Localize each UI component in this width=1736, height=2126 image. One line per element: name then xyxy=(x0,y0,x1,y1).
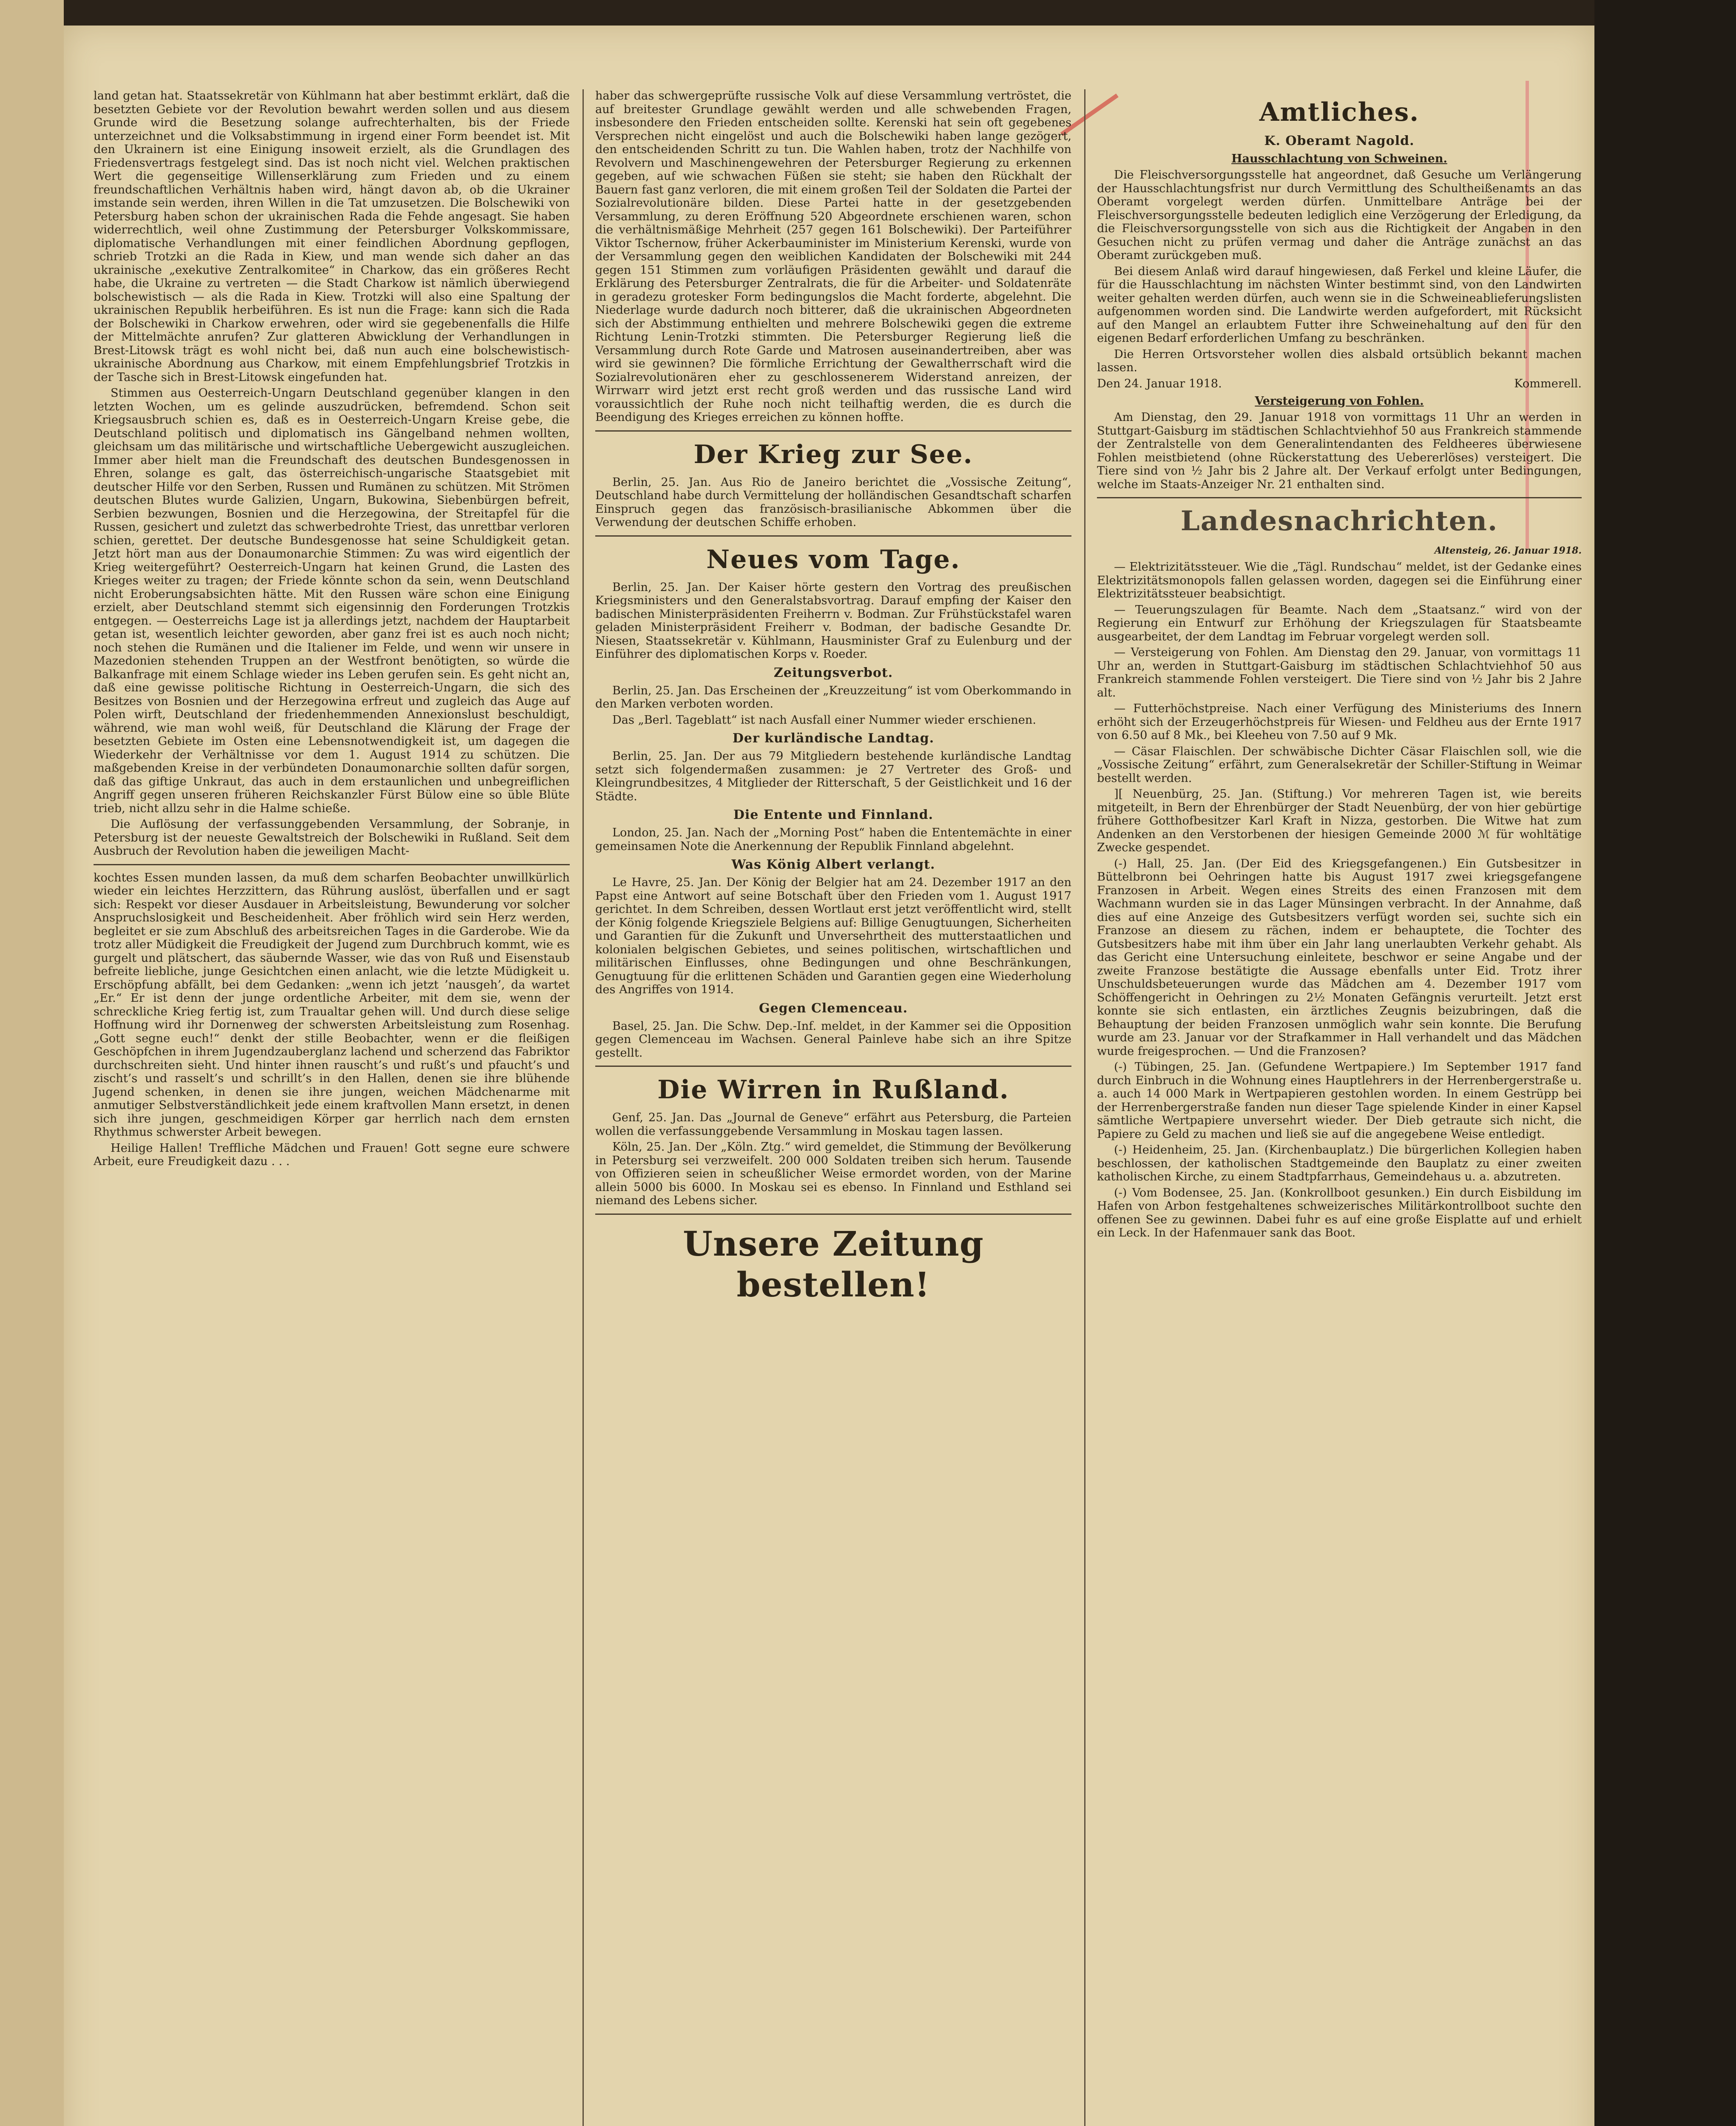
article-paragraph: Die Auflösung der verfassunggebenden Versammlung, der Sobranje, in Petersburg ist der neueste Gewaltstreich der Bolschewiki in Rußland. Seit dem Ausbruch der Revolution haben die jeweiligen Macht- xyxy=(94,818,570,858)
notice-heading-fohlen: Versteigerung von Fohlen. xyxy=(1255,395,1424,408)
news-item: Das „Berl. Tageblatt“ ist nach Ausfall einer Nummer wieder erschienen. xyxy=(612,713,1036,727)
notice-paragraph: Die Fleischversorgungsstelle hat angeordnet, daß Gesuche um Verlängerung der Hausschlachtungsfrist nur durch Vermittlung des Schultheißenamts an das Oberamt vorgelegt werden dürfen. Unmittelbare Anträge bei der Fleischversorgungsstelle bedeuten lediglich eine Verzögerung der Erledigung, da die Fleischversorgungsstelle von sich aus die Richtigkeit der Angaben in den Gesuchen nicht zu prüfen vermag und daher die Anträge zunächst an das Oberamt zurückgeben muß. xyxy=(1097,168,1582,262)
section-divider xyxy=(595,1066,1071,1067)
news-item: London, 25. Jan. Nach der „Morning Post“ haben die Ententemächte in einer gemeinsamen Note die Anerkennung der Republik Finnland abgelehnt. xyxy=(595,826,1071,853)
news-item: (-) Vom Bodensee, 25. Jan. (Konkrollboot gesunken.) Ein durch Eisbildung im Hafen von Arbon festgehaltenes schweizerisches Militärkontrollboot suchte den offenen See zu gewinnen. Dabei fuhr es auf eine große Eisplatte auf und erhielt ein Leck. In der Hafenmauer sank das Boot. xyxy=(1097,1186,1582,1239)
subheading-clemenceau: Gegen Clemenceau. xyxy=(759,1000,908,1016)
notice-paragraph: Die Herren Ortsvorsteher wollen dies alsbald ortsüblich bekannt machen lassen. xyxy=(1097,347,1582,374)
news-item: (-) Tübingen, 25. Jan. (Gefundene Wertpapiere.) Im September 1917 fand durch Einbruch in die Wohnung eines Hauptlehrers in der Herrenbergerstraße u. a. auch 14 000 Mark in Wertpapieren gestohlen worden. In einem Gestrüpp bei der Herrenbergerstraße fanden nun dieser Tage spielende Kinder in einer Kapsel sämtliche Wertpapiere unversehrt wieder. Der Dieb getraute sich nicht, die Papiere zu Geld zu machen und ließ sie auf die angegebene Weise entledigt. xyxy=(1097,1060,1582,1141)
signature-date: Den 24. Januar 1918. xyxy=(1097,377,1222,390)
news-item: Berlin, 25. Jan. Das Erscheinen der „Kreuzzeitung“ ist vom Oberkommando in den Marken verboten worden. xyxy=(595,684,1071,711)
column-left xyxy=(94,89,570,1171)
article-paragraph: land getan hat. Staatssekretär von Kühlmann hat aber bestimmt erklärt, daß die besetzten Gebiete vor der Revolution bewahrt werden sollen und aus diesem Grunde wird die Besetzung solange aufrechterhalten, bis der Friede unterzeichnet und die Volksabstimmung in irgend einer Form beendet ist. Mit den Ukrainern ist eine Einigung insoweit erzielt, als die Grundlagen des Friedensvertrags festgelegt sind. Das ist noch nicht viel. Welchen praktischen Wert die gegenseitige Willenserklärung zum Frieden und zu einem freundschaftlichen Verhältnis haben wird, hängt davon ab, ob die Ukrainer imstande sein werden, ihren Willen in die Tat umzusetzen. Die Bolschewiki von Petersburg haben schon der ukrainischen Rada die Fehde angesagt. Sie haben widerrechtlich, weil ohne Zustimmung der Petersburger Volkskommissare, diplomatische Verhandlungen mit einer feindlichen Abordnung gepflogen, schrieb Trotzki an die Rada in Kiew, und man wende sich daher an das ukrainische „exekutive Zentralkomitee“ in Charkow, das ein größeres Recht habe, die Ukraine zu vertreten — die Stadt Charkow ist nämlich überwiegend bolschewistisch — als die Rada in Kiew. Trotzki will also eine Spaltung der ukrainischen Republik herbeiführen. Es ist nun die Frage: kann sich die Rada der Bolschewiki in Charkow erwehren, oder wird sie gegebenenfalls die Hilfe der Mittelmächte anrufen? Zur glatteren Abwicklung der Verhandlungen in Brest-Litowsk trägt es wohl nicht bei, daß nun auch eine bolschewistisch-ukrainische Abordnung aus Charkow, mit einem Empfehlungsbrief Trotzkis in der Tasche sich in Brest-Litowsk eingefunden hat. xyxy=(94,89,570,384)
newspaper-page xyxy=(64,26,1594,2126)
article-paragraph: haber das schwergeprüfte russische Volk auf diese Versammlung vertröstet, die auf breitester Grundlage gewählt werden und alle schwebenden Fragen, insbesondere den Frieden entscheiden sollte. Kerenski hat sein oft gegebenes Versprechen nicht eingelöst und auch die Bolschewiki haben lange gezögert, den entscheidenden Schritt zu tun. Die Wahlen haben, trotz der Nachhilfe von Revolvern und Maschinengewehren der Petersburger Regierung zu erkennen gegeben, auf wie schwachen Füßen sie steht; sie haben den Rückhalt der Bauern fast ganz verloren, die mit einem großen Teil der Soldaten die Partei der Sozialrevolutionäre bilden. Diese Partei hatte in der gesetzgebenden Versammlung, zu deren Eröffnung 520 Abgeordnete erschienen waren, schon die verhältnismäßige Mehrheit (257 gegen 161 Bolschewiki). Der Parteiführer Viktor Tschernow, früher Ackerbauminister im Ministerium Kerenski, wurde von der Versammlung gegen den weiblichen Kandidaten der Bolschewiki mit 244 gegen 151 Stimmen zum vorläufigen Präsidenten gewählt und darauf die Erklärung des Petersburger Zentralrats, die für die Arbeiter- und Soldatenräte in geradezu grotesker Form bedingungslos die Macht forderte, abgelehnt. Die Niederlage wurde dadurch noch bitterer, daß die ukrainischen Abgeordneten sich der Abstimmung enthielten und mehrere Bolschewiki gegen die extreme Richtung Lenin-Trotzki stimmten. Die Petersburger Regierung ließ die Versammlung durch Rote Garde und Matrosen auseinandertreiben, aber was wird sie gewinnen? Die förmliche Errichtung der Gewaltherrschaft wird die Sozialrevolutionären eher zu geschlossenerem Widerstand anreizen, der Wirrwarr wird jetzt erst recht groß werden und das russische Land wird voraussichtlich der Ruhe noch nicht teilhaftig werden, die es durch die Beendigung des Krieges erreichen zu können hoffte. xyxy=(595,89,1071,424)
notice-signature xyxy=(1097,377,1582,391)
news-item: Berlin, 25. Jan. Der Kaiser hörte gestern den Vortrag des preußischen Kriegsministers und den Generalstabsvortrag. Darauf empfing der Kaiser den badischen Ministerpräsidenten Freiherrn v. Bodman. Zur Frühstückstafel waren geladen Ministerpräsident Freiherr v. Bodman, der badische Gesandte Dr. Niesen, Staatssekretär v. Kühlmann, Hausminister Graf zu Eulenburg und der Einführer des diplomatischen Korps v. Roeder. xyxy=(595,580,1071,661)
notice-heading-hausschlachtung: Hausschlachtung von Schweinen. xyxy=(1231,152,1447,165)
section-heading-wirren: Die Wirren in Rußland. xyxy=(657,1075,1009,1105)
dateline: Altensteig, 26. Januar 1918. xyxy=(1434,545,1582,556)
news-item: Le Havre, 25. Jan. Der König der Belgier hat am 24. Dezember 1917 an den Papst eine Antwort auf seine Botschaft über den Frieden vom 1. August 1917 gerichtet. In dem Schreiben, dessen Wortlaut erst jetzt veröffentlicht wird, stellt der König folgende Kriegsziele Belgiens auf: Billige Genugtuungen, Sicherheiten und Garantien für die Zukunft und Unversehrtheit des mutterstaatlichen und kolonialen belgischen Gebietes, und seines politischen, wirtschaftlichen und militärischen Einflusses, ohne Bedingungen und ohne Beschränkungen, Genugtuung für die erlittenen Schäden und Garantien gegen eine Wiederholung des Angriffes von 1914. xyxy=(595,876,1071,996)
column-right xyxy=(1097,89,1582,1242)
news-item: — Elektrizitätssteuer. Wie die „Tägl. Rundschau“ meldet, ist der Gedanke eines Elektrizitätsmonopols fallen gelassen worden, dagegen sei die Einführung einer Elektrizitätssteuer beabsichtigt. xyxy=(1097,560,1582,600)
news-item: — Futterhöchstpreise. Nach einer Verfügung des Ministeriums des Innern erhöht sich der Erzeugerhöchstpreis für Wiesen- und Feldheu aus der Ernte 1917 von 6.50 auf 8 Mk., bei Kleeheu von 7.50 auf 9 Mk. xyxy=(1097,702,1582,742)
notice-paragraph: Am Dienstag, den 29. Januar 1918 von vormittags 11 Uhr an werden in Stuttgart-Gaisburg im städtischen Schlachtviehhof 50 aus Frankreich stammende der Zentralstelle von dem Generalintendanten des Feldheeres überwiesene Fohlen meistbietend (ohne Rückerstattung des Uebererlöses) versteigert. Die Tiere sind von ½ Jahr bis 2 Jahre alt. Der Verkauf erfolgt unter Bedingungen, welche im Staats-Anzeiger Nr. 21 enthalten sind. xyxy=(1097,411,1582,491)
subheading-albert: Was König Albert verlangt. xyxy=(731,857,935,872)
news-item: Berlin, 25. Jan. Aus Rio de Janeiro berichtet die „Vossische Zeitung“, Deutschland habe durch Vermittelung der holländischen Gesandtschaft scharfen Einspruch gegen das französisch-brasilianische Abkommen über die Verwendung der deutschen Schiffe erhoben. xyxy=(595,475,1071,529)
feuilleton-paragraph: kochtes Essen munden lassen, da muß dem scharfen Beobachter unwillkürlich wieder ein leichtes Herzzittern, das Rührung auslöst, überfallen und er sagt sich: Respekt vor dieser Ausdauer in Arbeitsleistung, Bewunderung vor solcher Anspruchslosigkeit und Bescheidenheit. Aber fröhlich wird sein Herz werden, begleitet er sie zum Abschluß des arbeitsreichen Tages in die Garderobe. Wie da trotz aller Müdigkeit die Freudigkeit der Jugend zum Durchbruch kommt, wie es gurgelt und plätschert, das säubernde Wasser, wie das von Ruß und Eisenstaub befreite liebliche, junge Gesichtchen einen anlacht, wie die letzte Müdigkeit u. Erschöpfung abfällt, bei dem Gedanken: „wenn ich jetzt ’nausgeh’, da wartet „Er.“ Er ist denn der junge ordentliche Arbeiter, mit dem sie, wenn der schreckliche Krieg fertig ist, zum Traualtar gehen will. Und durch diese selige Hoffnung wird ihr Dornenweg der schwersten Arbeitsleistung zum Rosenhag. „Gott segne euch!“ denkt der stille Beobachter, wenn er die fleißigen Geschöpfchen in ihrem Jugendzauberglanz lachend und scherzend das Fabriktor durchschreiten sieht. Und hinter ihnen rauscht’s und rußt’s und pfaucht’s und zischt’s und rasselt’s und schrillt’s in den Hallen, denen sie ihre blühende Jugend schenken, in denen sie ihre jungen, weichen Mädchenarme mit anmutiger Selbstverständlichkeit jede einem kraftvollen Mann ersetzt, in denen sich ihre jungen, geschmeidigen Körper gar herrlich nach dem ernsten Rhythmus schwerster Arbeit bewegen. xyxy=(94,871,570,1139)
notice-paragraph: Bei diesem Anlaß wird darauf hingewiesen, daß Ferkel und kleine Läufer, die für die Hausschlachtung im nächsten Winter bestimmt sind, von den Landwirten weiter gehalten werden dürfen, auch wenn sie in die Schweineablieferungslisten aufgenommen worden sind. Die Landwirte werden aufgefordert, mit Rücksicht auf den Mangel an erlaubtem Futter ihre Schweinehaltung auf den für den eigenen Bedarf erforderlichen Umfang zu beschränken. xyxy=(1097,264,1582,345)
news-item: — Teuerungszulagen für Beamte. Nach dem „Staatsanz.“ wird von der Regierung ein Entwurf zur Erhöhung der Kriegszulagen für Staatsbeamte ausgearbeitet, der dem Landtag im Februar vorgelegt werden soll. xyxy=(1097,603,1582,643)
section-heading-krieg-see: Der Krieg zur See. xyxy=(693,439,973,469)
news-item: — Versteigerung von Fohlen. Am Dienstag den 29. Januar, von vormittags 11 Uhr an, werden in Stuttgart-Gaisburg im städtischen Schlachtviehhof 50 aus Frankreich stammende Fohlen versteigert. Die Tiere sind von ½ Jahr bis 2 Jahre alt. xyxy=(1097,646,1582,699)
feuilleton-paragraph: Heilige Hallen! Treffliche Mädchen und Frauen! Gott segne eure schwere Arbeit, eure Freudigkeit dazu . . . xyxy=(94,1141,570,1168)
subheading-zeitungsverbot: Zeitungsverbot. xyxy=(773,665,893,680)
section-divider xyxy=(595,430,1071,432)
section-divider xyxy=(595,535,1071,537)
subscription-promo: Unsere Zeitung bestellen! xyxy=(683,1223,984,1305)
subheading-landtag: Der kurländische Landtag. xyxy=(732,731,935,746)
section-heading-amtliches: Amtliches. xyxy=(1259,97,1420,127)
scan-background xyxy=(1594,0,1736,2126)
news-item: Genf, 25. Jan. Das „Journal de Geneve“ erfährt aus Petersburg, die Parteien wollen die verfassunggebende Versammlung in Moskau tagen lassen. xyxy=(595,1111,1071,1138)
news-item: Köln, 25. Jan. Der „Köln. Ztg.“ wird gemeldet, die Stimmung der Bevölkerung in Petersburg sei verzweifelt. 200 000 Soldaten treiben sich herum. Tausende von Offizieren seien in scheußlicher Weise ermordet worden, von der Marine allein 5000 bis 6000. In Moskau sei es ebenso. In Finnland und Esthland sei niemand des Lebens sicher. xyxy=(595,1140,1071,1207)
section-divider xyxy=(1097,497,1582,498)
section-heading-neues: Neues vom Tage. xyxy=(706,544,960,574)
section-divider xyxy=(94,864,570,865)
news-item: Berlin, 25. Jan. Der aus 79 Mitgliedern bestehende kurländische Landtag setzt sich folgendermaßen zusammen: je 27 Vertreter des Groß- und Kleingrundbesitzes, 4 Mitglieder der Ritterschaft, 5 der Geistlichkeit und 16 der Städte. xyxy=(595,750,1071,803)
adjacent-page-edge xyxy=(0,0,64,2126)
news-item: Basel, 25. Jan. Die Schw. Dep.-Inf. meldet, in der Kammer sei die Opposition gegen Clemenceau im Wachsen. General Painleve habe sich an ihre Spitze gestellt. xyxy=(595,1019,1071,1060)
article-paragraph: Stimmen aus Oesterreich-Ungarn Deutschland gegenüber klangen in den letzten Wochen, um es gelinde auszudrücken, befremdend. Schon seit Kriegsausbruch schien es, daß es in Oesterreich-Ungarn Kreise gebe, die Deutschland politisch und diplomatisch ins Gängelband nehmen wollten, gleichsam um das militärische und wirtschaftliche Uebergewicht auszugleichen. Immer aber hielt man die Freundschaft des deutschen Bundesgenossen in Ehren, solange es galt, das österreichisch-ungarische Staatsgebiet mit deutscher Hilfe vor den Serben, Russen und Rumänen zu schützen. Mit Strömen deutschen Blutes wurde Galizien, Ungarn, Bukowina, Siebenbürgen befreit, Serbien bezwungen, Bosnien und die Herzegowina, der Streitapfel für die Russen, gesichert und zuletzt das schwerbedrohte Triest, das unrettbar verloren schien, gerettet. Der deutsche Bundesgenosse hat seine Schuldigkeit getan. Jetzt hört man aus der Donaumonarchie Stimmen: Zu was wird eigentlich der Krieg weitergeführt? Oesterreich-Ungarn hat keinen Grund, die Lasten des Krieges weiter zu tragen; der Friede könnte schon da sein, wenn Deutschland nicht Eroberungsabsichten hätte. Mit den Russen wäre schon eine Einigung erzielt, aber Deutschland stemmt sich eigensinnig den Forderungen Trotzkis entgegen. — Oesterreichs Lage ist ja allerdings jetzt, nachdem der Hauptarbeit getan ist, wesentlich leichter geworden, aber ganz frei ist es auch noch nicht; noch stehen die Rumänen und die Italiener im Felde, und wenn wir unsere in Mazedonien stehenden Truppen an der Westfront benötigten, so würde die Balkanfrage mit einem Schlage wieder ins Leben gerufen sein. Es geht nicht an, daß eine gewisse politische Richtung in Oesterreich-Ungarn, die sich des Besitzes von Bosnien und der Herzegowina erfreut und zugleich das Auge auf Polen wirft, Deutschland der friedenhemmenden Annexionslust beschuldigt, während, wie man wohl weiß, für Deutschland die Klärung der Frage der besetzten Gebiete im Osten eine Lebensnotwendigkeit ist, um dagegen die Wiederkehr der Verhältnisse vor dem 1. August 1914 zu schützen. Die maßgebenden Kreise in der verbündeten Donaumonarchie sollten dafür sorgen, daß das giftige Unkraut, das auch in dem erstaunlichen und unbegreiflichen Angriff gegen unseren früheren Reichskanzler Fürst Bülow eine so üble Blüte trieb, nicht allzu sehr in die Halme schieße. xyxy=(94,387,570,815)
column-middle xyxy=(595,89,1071,1313)
column-rule xyxy=(582,89,584,2126)
signature-name: Kommerell. xyxy=(1514,377,1582,390)
news-item: ][ Neuenbürg, 25. Jan. (Stiftung.) Vor mehreren Tagen ist, wie bereits mitgeteilt, in Bern der Ehrenbürger der Stadt Neuenbürg, der von hier gebürtige frühere Gotthofbesitzer Karl Kraft in Nizza, gestorben. Die Witwe hat zum Andenken an den Verstorbenen der hiesigen Gemeinde 2000 ℳ für wohltätige Zwecke gespendet. xyxy=(1097,787,1582,854)
column-rule xyxy=(1084,89,1085,2126)
news-item: — Cäsar Flaischlen. Der schwäbische Dichter Cäsar Flaischlen soll, wie die „Vossische Zeitung“ erfährt, zum Generalsekretär der Schiller-Stiftung in Weimar bestellt werden. xyxy=(1097,745,1582,785)
section-heading-landesnachrichten: Landesnachrichten. xyxy=(1180,505,1498,537)
authority-name: K. Oberamt Nagold. xyxy=(1264,134,1415,148)
section-divider xyxy=(595,1214,1071,1215)
news-item: (-) Heidenheim, 25. Jan. (Kirchenbauplatz.) Die bürgerlichen Kollegien haben beschlossen, der katholischen Stadtgemeinde den Bauplatz zu einer zweiten katholischen Kirche, zu einem Stadtpfarrhaus, Gemeindehaus u. a. abzutreten. xyxy=(1097,1143,1582,1183)
subheading-entente: Die Entente und Finnland. xyxy=(733,807,934,822)
news-item: (-) Hall, 25. Jan. (Der Eid des Kriegsgefangenen.) Ein Gutsbesitzer in Büttelbronn bei Oehringen hatte bis August 1917 zwei kriegsgefangene Franzosen in Arbeit. Wegen eines Streits des einen Franzosen mit dem Wachmann wurden sie in das Lager Münsingen verbracht. In der Annahme, daß dies auf eine Anzeige des Gutsbesitzers verfügt worden sei, suchte sich ein Franzose an diesem zu rächen, indem er behauptete, die Tochter des Gutsbesitzers habe mit ihm über ein Jahr lang unerlaubten Verkehr gehabt. Als das Gericht eine Untersuchung einleitete, beschwor er seine Angabe und der zweite Franzose bestätigte die Aussage ebenfalls unter Eid. Trotz ihrer Unschuldsbeteuerungen wurde das Mädchen am 4. Dezember 1917 vom Schöffengericht in Oehringen zu 2½ Monaten Gefängnis verurteilt. Jetzt erst konnte sie sich entlasten, ein ärztliches Zeugnis beizubringen, daß die Behauptung der beiden Franzosen unmöglich wahr sein konnte. Die Berufung wurde am 23. Januar vor der Strafkammer in Hall verhandelt und das Mädchen wurde freigesprochen. — Und die Franzosen? xyxy=(1097,857,1582,1058)
